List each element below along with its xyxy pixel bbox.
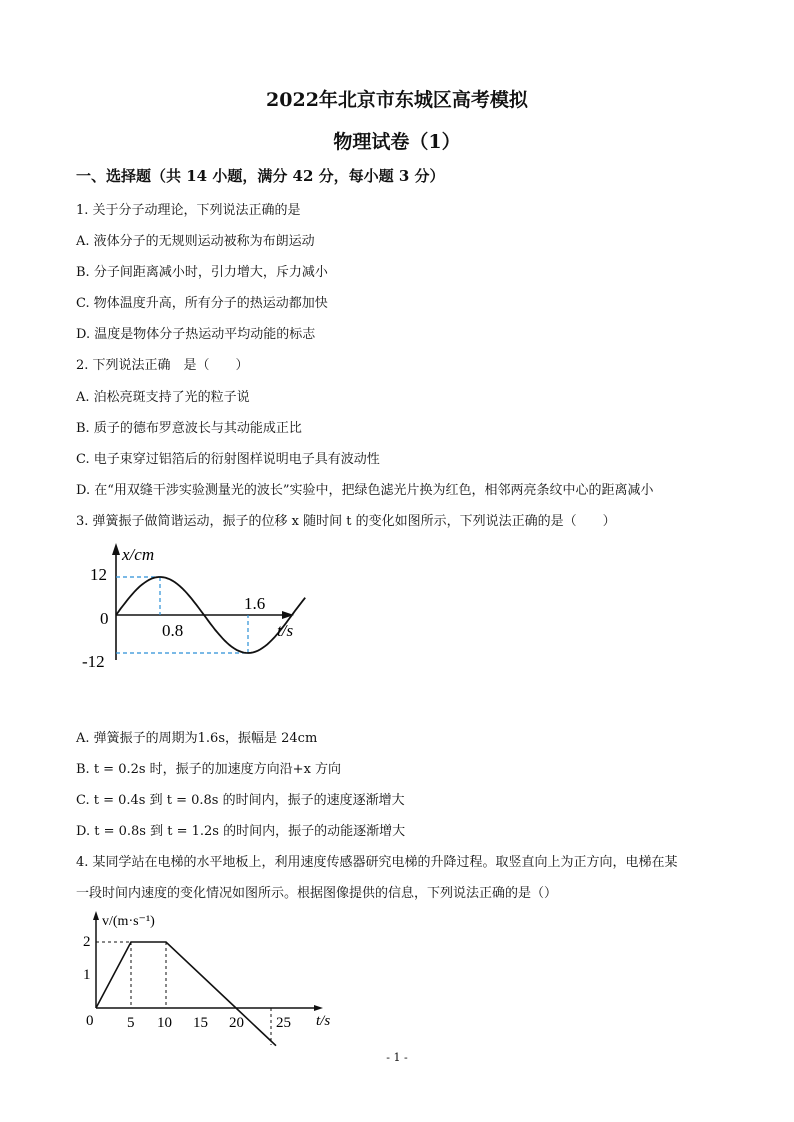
x-t-y-arrow: [112, 543, 120, 555]
q3-option-c: C. t = 0.4s 到 t = 0.8s 的时间内，振子的速度逐渐增大: [76, 793, 405, 808]
q2-option-d: D. 在“用双缝干涉实验测量光的波长”实验中，把绿色滤光片换为红色，相邻两亮条纹中心的距离减小: [76, 483, 654, 498]
v-t-y-arrow: [93, 911, 99, 920]
exam-subtitle: 物理试卷（1）: [333, 131, 461, 153]
x-t-xlabel: t/s: [277, 621, 294, 640]
q1-option-b: B. 分子间距离减小时，引力增大，斥力减小: [76, 265, 328, 280]
v-t-ylabel: v/(m·s⁻¹): [102, 914, 155, 929]
v-t-curve: [96, 942, 276, 1046]
v-t-tick-1: 1: [83, 967, 91, 983]
x-t-tick-12: 12: [90, 565, 107, 584]
page-number: - 1 -: [386, 1051, 408, 1064]
q3-option-d: D. t = 0.8s 到 t = 1.2s 的时间内，振子的动能逐渐增大: [76, 824, 406, 839]
v-t-tick-25: 25: [276, 1015, 291, 1031]
q2-option-a: A. 泊松亮斑支持了光的粒子说: [76, 390, 250, 405]
x-t-graph: [76, 535, 336, 685]
exam-title: 2022年北京市东城区高考模拟: [266, 89, 528, 111]
q1-option-d: D. 温度是物体分子热运动平均动能的标志: [76, 327, 316, 342]
q3-option-a: A. 弹簧振子的周期为1.6s，振幅是 24cm: [76, 731, 318, 746]
q3-stem: 3. 弹簧振子做简谐运动，振子的位移 x 随时间 t 的变化如图所示，下列说法正确的是（ ）: [76, 514, 616, 529]
x-t-tick-neg12: -12: [82, 652, 105, 671]
v-t-x-arrow: [314, 1005, 323, 1011]
q1-option-a: A. 液体分子的无规则运动被称为布朗运动: [76, 234, 315, 249]
v-t-graph: [76, 908, 346, 1048]
v-t-tick-10: 10: [157, 1015, 172, 1031]
q3-option-b: B. t = 0.2s 时，振子的加速度方向沿+x 方向: [76, 762, 342, 777]
section-heading: 一、选择题（共 14 小题，满分 42 分，每小题 3 分）: [76, 167, 445, 185]
v-t-xlabel: t/s: [316, 1013, 331, 1029]
v-t-tick-0: 0: [86, 1013, 94, 1029]
q1-option-c: C. 物体温度升高，所有分子的热运动都加快: [76, 296, 328, 311]
x-t-tick-1.6: 1.6: [244, 594, 266, 613]
q2-option-c: C. 电子束穿过铝箔后的衍射图样说明电子具有波动性: [76, 452, 380, 467]
v-t-tick-5: 5: [127, 1015, 135, 1031]
v-t-tick-2: 2: [83, 934, 91, 950]
q1-stem: 1. 关于分子动理论，下列说法正确的是: [76, 203, 301, 218]
x-t-ylabel: x/cm: [122, 545, 155, 564]
x-t-tick-0: 0: [100, 609, 109, 628]
v-t-tick-15: 15: [193, 1015, 208, 1031]
q2-stem: 2. 下列说法正确 是（ ）: [76, 358, 249, 373]
x-t-tick-0.8: 0.8: [162, 621, 184, 640]
q4-stem-line1: 4. 某同学站在电梯的水平地板上，利用速度传感器研究电梯的升降过程。取竖直向上为正方向，电梯在某: [76, 855, 678, 870]
q4-stem-line2: 一段时间内速度的变化情况如图所示。根据图像提供的信息，下列说法正确的是（）: [76, 886, 558, 901]
v-t-tick-20: 20: [229, 1015, 244, 1031]
q2-option-b: B. 质子的德布罗意波长与其动能成正比: [76, 421, 302, 436]
